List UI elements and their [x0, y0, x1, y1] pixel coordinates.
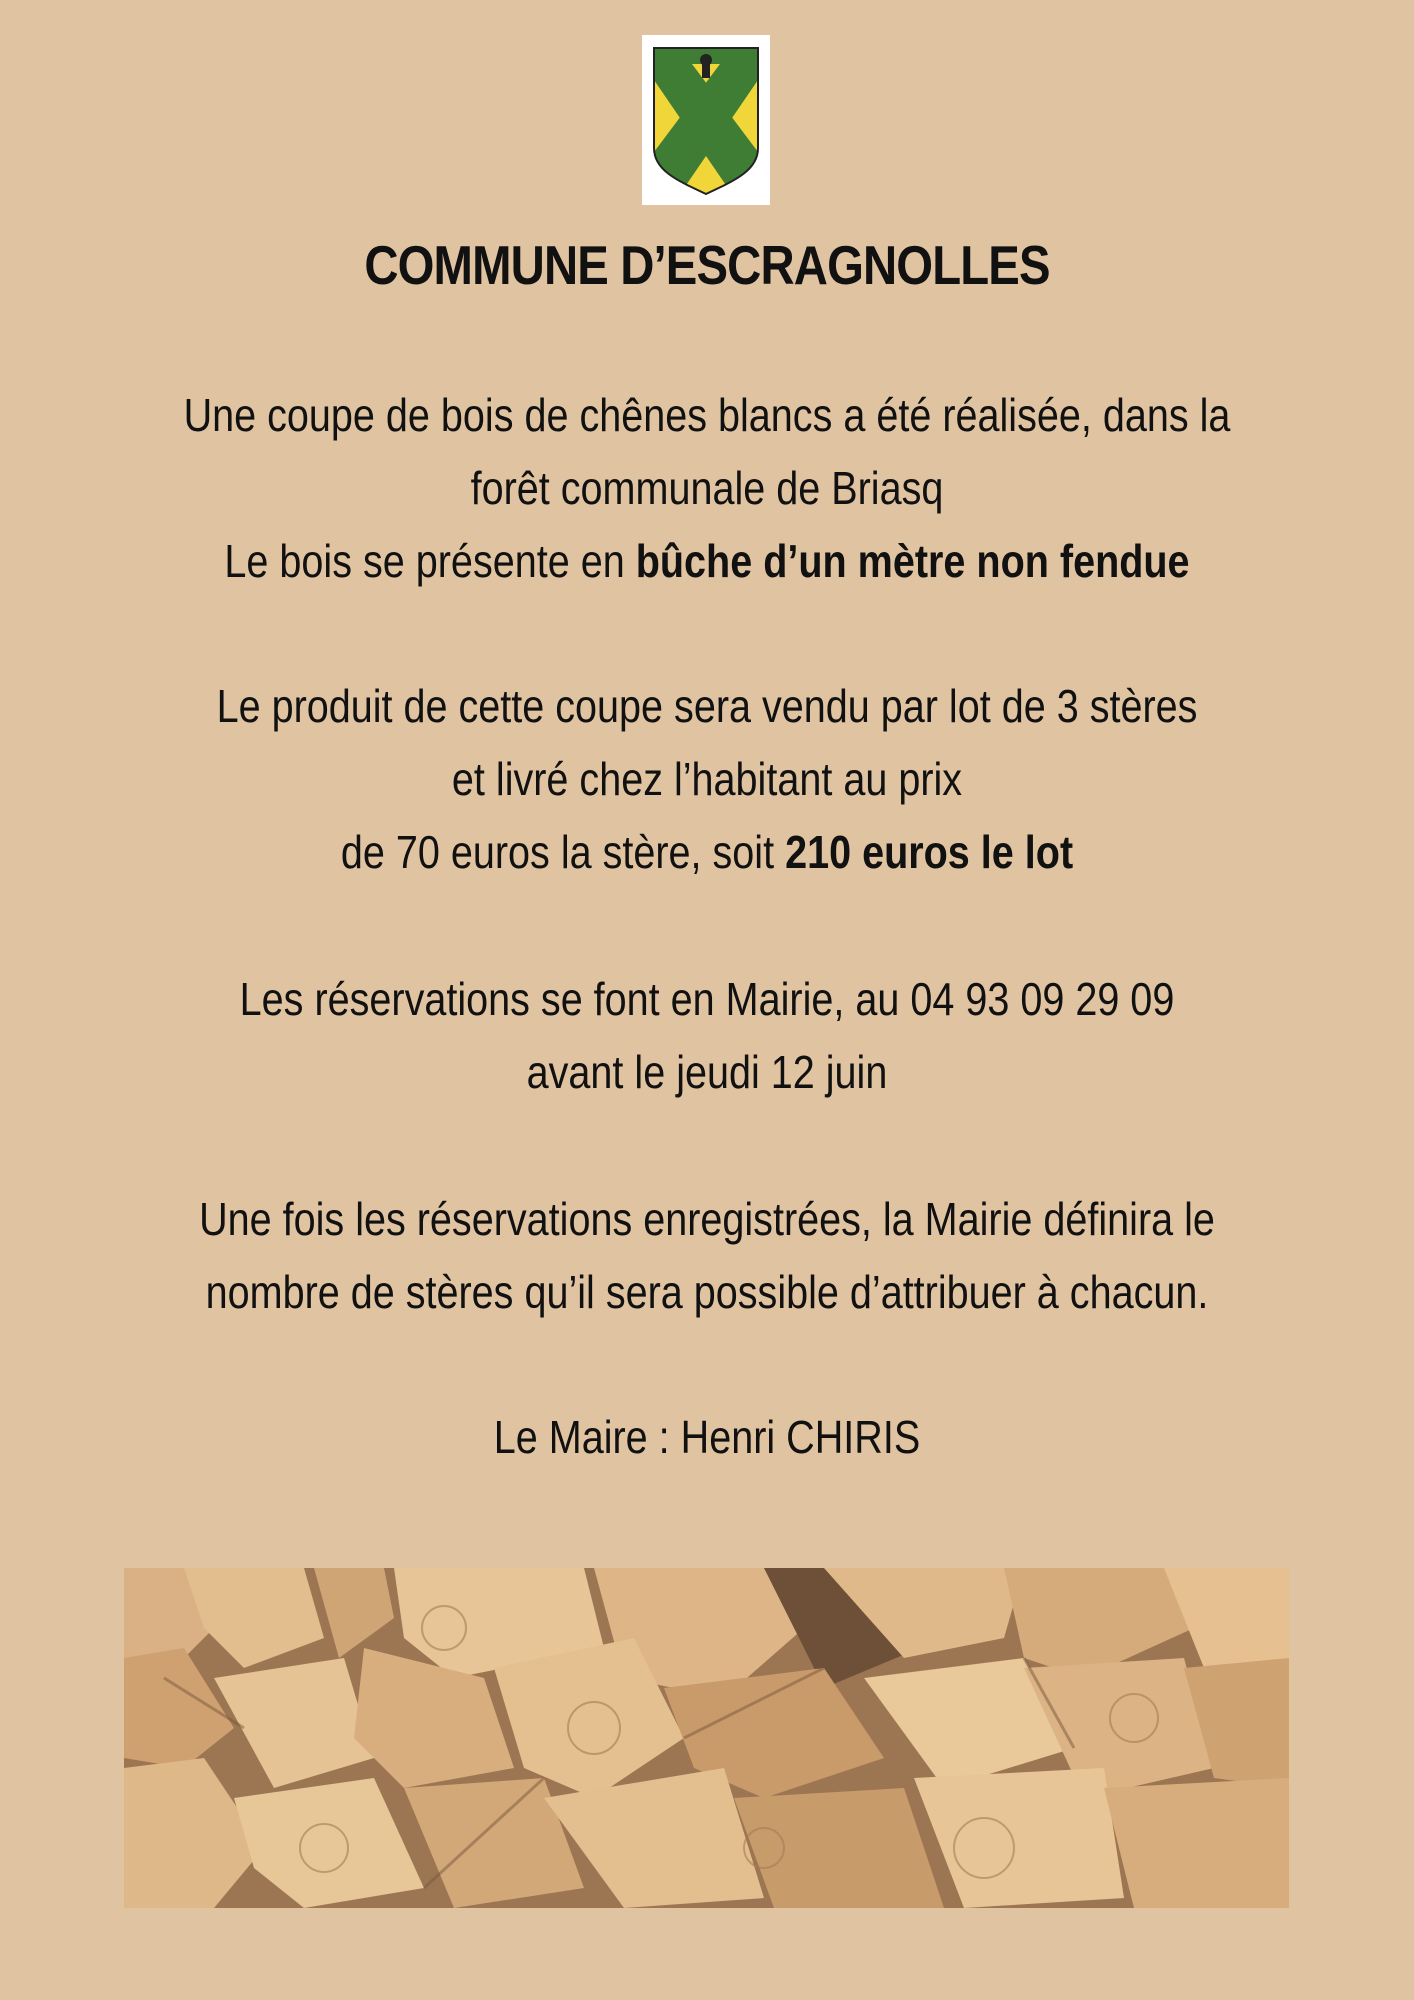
line-text: Le bois se présente en [224, 535, 636, 587]
signature-text: Le Maire : Henri CHIRIS [493, 1411, 921, 1463]
paragraph-line: et livré chez l’habitant au prix [451, 753, 963, 805]
paragraph-line: forêt communale de Briasq [470, 462, 944, 514]
paragraph-line: Une coupe de bois de chênes blancs a été réalisée, dans la [183, 389, 1231, 441]
woodpile-photo [124, 1568, 1289, 1908]
paragraph-wood-cut [60, 379, 1354, 598]
woodpile-image [124, 1568, 1289, 1908]
paragraph-price [60, 670, 1354, 889]
paragraph-line: Le produit de cette coupe sera vendu par lot de 3 stères [216, 680, 1198, 732]
line-text: de 70 euros la stère, soit [340, 826, 786, 878]
paragraph-line: nombre de stères qu’il sera possible d’attribuer à chacun. [205, 1266, 1209, 1318]
paragraph-line [151, 525, 1264, 598]
crest-icon [646, 40, 766, 200]
paragraph-line: avant le jeudi 12 juin [526, 1046, 888, 1098]
paragraph-reservation [60, 963, 1354, 1109]
paragraph-line: Une fois les réservations enregistrées, la Mairie définira le [199, 1193, 1215, 1245]
coat-of-arms-logo [642, 35, 770, 205]
bold-text: bûche d’un mètre non fendue [635, 535, 1190, 587]
paragraph-line [151, 816, 1264, 889]
bold-text: 210 euros le lot [785, 826, 1074, 878]
page-title: COMMUNE D’ESCRAGNOLLES [364, 234, 1050, 296]
paragraph-line: Les réservations se font en Mairie, au 04 93 09 29 09 [239, 973, 1175, 1025]
paragraph-allocation [60, 1183, 1354, 1329]
signature [60, 1401, 1354, 1474]
